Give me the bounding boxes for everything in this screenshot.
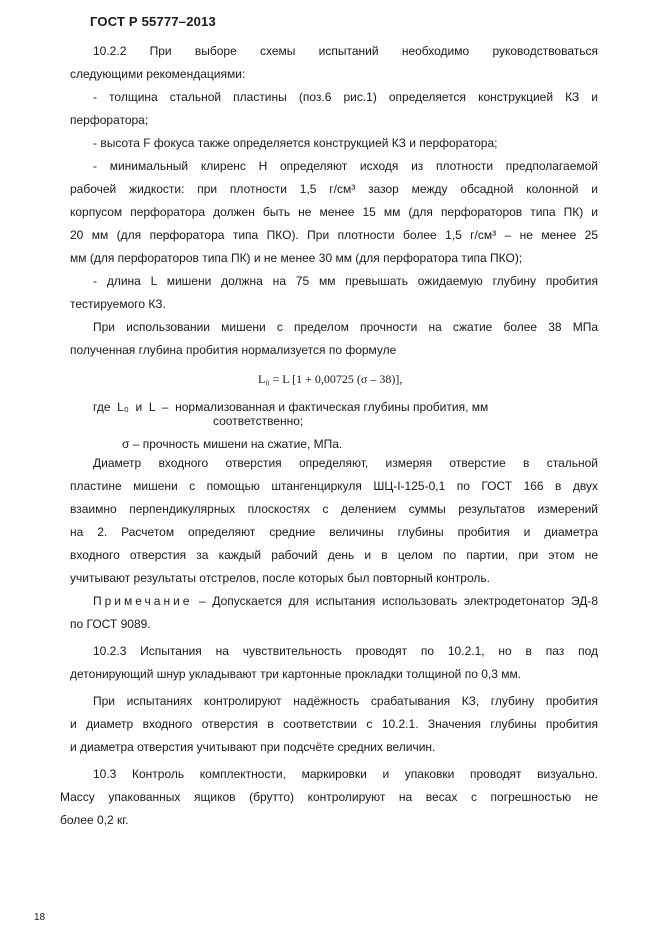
formula-legend — [93, 400, 598, 428]
text-line: учитывают результаты отстрелов, после которых был повторный контроль. — [70, 571, 490, 585]
text-line: пластине мишени с помощью штангенциркуля ШЦ-I-125-0,1 по ГОСТ 166 в двух — [70, 479, 598, 493]
text-line: более 0,2 кг. — [60, 813, 129, 827]
note-label: Примечание — [93, 594, 193, 608]
section-10-3 — [60, 763, 598, 832]
text-line: - длина L мишени должна на 75 мм превышать ожидаемую глубину пробития — [93, 274, 598, 288]
text-line: взаимно перпендикулярных плоскостях с делением суммы результатов измерений — [70, 502, 598, 516]
text-line: Диаметр входного отверстия определяют, измеряя отверстие в стальной — [93, 456, 598, 470]
legend-text: где L₀ и L – нормализованная и фактическая глубины пробития, мм — [93, 400, 489, 414]
text-line: мм (для перфораторов типа ПК) и не менее 30 мм (для перфоратора типа ПКО); — [70, 251, 523, 265]
section-10-2-2 — [70, 40, 598, 362]
page-number: 18 — [34, 912, 46, 923]
normalization-formula: L₀ = L [1 + 0,00725 (σ – 38)], — [258, 372, 403, 386]
text-line: корпусом перфоратора должен быть не менее 15 мм (для перфораторов типа ПК) и — [70, 205, 598, 219]
text-line: 10.2.3 Испытания на чувствительность проводят по 10.2.1, но в паз под — [93, 644, 598, 658]
text-line: При испытаниях контролируют надёжность срабатывания КЗ, глубину пробития — [93, 694, 598, 708]
section-diameter — [70, 452, 598, 759]
sigma-legend: σ – прочность мишени на сжатие, МПа. — [122, 437, 343, 451]
text-line: перфоратора; — [70, 113, 149, 127]
text-line: по ГОСТ 9089. — [70, 617, 151, 631]
text-line: При использовании мишени с пределом прочности на сжатие более 38 МПа — [93, 320, 598, 334]
text-line: - высота F фокуса также определяется конструкцией КЗ и перфоратора; — [93, 136, 498, 150]
text-line: 20 мм (для перфоратора типа ПКО). При плотности более 1,5 г/см³ – не менее 25 — [70, 228, 598, 242]
text-line: 10.2.2 При выборе схемы испытаний необходимо руководствоваться — [93, 44, 598, 58]
text-line: полученная глубина пробития нормализуется по формуле — [70, 343, 397, 357]
legend-line — [93, 400, 598, 414]
text-line: рабочей жидкости: при плотности 1,5 г/см³ зазор между обсадной колонной и — [70, 182, 598, 196]
text-line: детонирующий шнур укладывают три картонные прокладки толщиной по 0,3 мм. — [70, 667, 522, 681]
text-line: 10.3 Контроль комплектности, маркировки и упаковки проводят визуально. — [93, 767, 598, 781]
note-text: – Допускается для испытания использовать электродетонатор ЭД-8 — [192, 594, 598, 608]
text-line: тестируемого КЗ. — [70, 297, 166, 311]
text-line: следующими рекомендациями: — [70, 67, 246, 81]
text-line: и диаметр входного отверстия в соответствии с 10.2.1. Значения глубины пробития — [70, 717, 598, 731]
legend-line-2: соответственно; — [213, 414, 304, 428]
document-header: ГОСТ Р 55777–2013 — [90, 14, 216, 29]
text-line: входного отверстия за каждый рабочий день и в целом по партии, при этом не — [70, 548, 598, 562]
text-line: - минимальный клиренс H определяют исходя из плотности предполагаемой — [93, 159, 598, 173]
text-line: на 2. Расчетом определяют средние величины глубины пробития и диаметра — [70, 525, 598, 539]
text-line: - толщина стальной пластины (поз.6 рис.1) определяется конструкцией КЗ и — [93, 90, 598, 104]
text-line: Массу упакованных ящиков (брутто) контролируют на весах с погрешностью не — [60, 790, 598, 804]
text-line: и диаметра отверстия учитывают при подсчёте средних величин. — [70, 740, 436, 754]
note-line — [70, 590, 598, 613]
